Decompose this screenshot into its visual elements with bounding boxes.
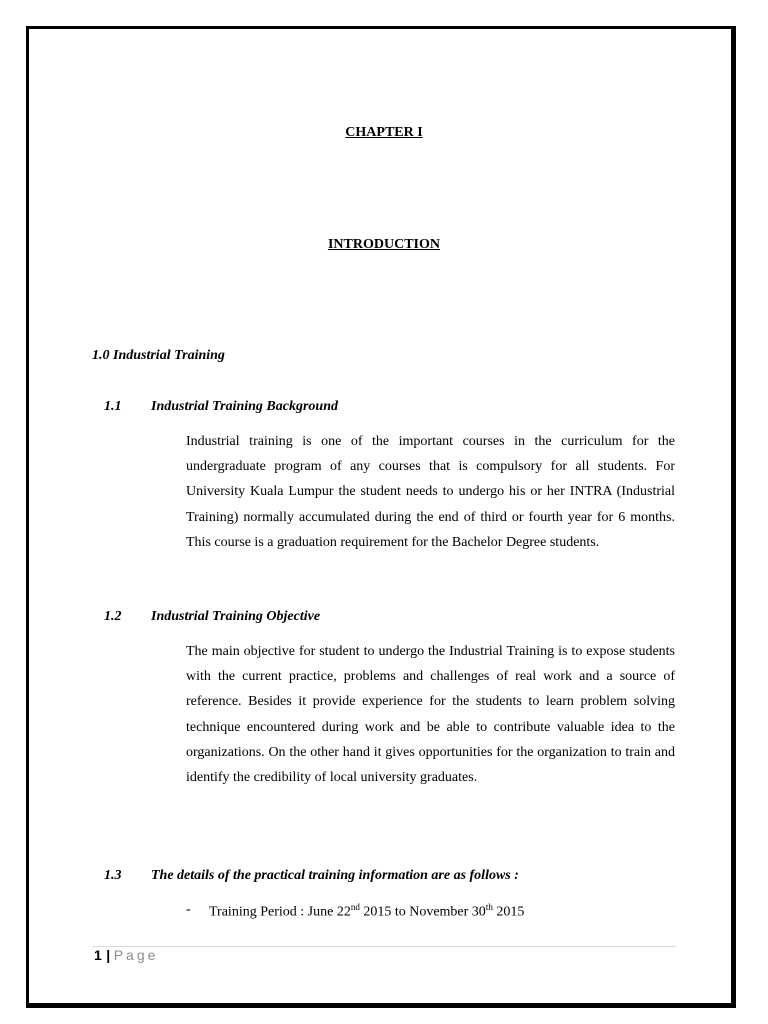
subsection-number-1-1: 1.1 [104, 399, 122, 414]
training-period-end: 2015 [492, 904, 525, 920]
subsection-title-1-3: The details of the practical training information are as follows : [151, 868, 519, 883]
paragraph-objective: The main objective for student to undergo the Industrial Training is to expose students with the current practice, problems and challenges of real work and a source of reference. Besides it provide experience for the students to learn problem solving technique encountered during work and be able to contribute valuable idea to the organizations. On the other hand it gives opportunities for the organization to train and identify the credibility of local university graduates. [186, 644, 675, 786]
chapter-title: CHAPTER I [345, 125, 423, 140]
paragraph-background: Industrial training is one of the important courses in the curriculum for the undergraduate program of any courses that is compulsory for all students. For University Kuala Lumpur the student needs to undergo his or her INTRA (Industrial Training) normally accumulated during the end of third or fourth year for 6 months. This course is a graduation requirement for the Bachelor Degree students. [186, 434, 675, 550]
training-period-middle: 2015 to November 30 [359, 904, 486, 920]
page-footer [94, 947, 158, 963]
ordinal-suffix-th: th [485, 902, 493, 912]
training-period-label: Training Period : June 22 [209, 904, 351, 920]
footer-divider [92, 946, 676, 947]
page-number: 1 [94, 947, 103, 963]
subsection-title-1-2: Industrial Training Objective [151, 609, 321, 624]
subsection-title-1-1: Industrial Training Background [151, 399, 338, 414]
subsection-number-1-3: 1.3 [104, 868, 122, 883]
subsection-number-1-2: 1.2 [104, 609, 122, 624]
page-label: Page [113, 947, 159, 963]
footer-separator: | [106, 947, 111, 963]
training-period-item [209, 902, 524, 921]
bullet-dash: - [186, 902, 191, 917]
section-title: 1.0 Industrial Training [92, 348, 225, 363]
ordinal-suffix-nd: nd [350, 902, 360, 912]
chapter-subtitle: INTRODUCTION [327, 237, 440, 252]
